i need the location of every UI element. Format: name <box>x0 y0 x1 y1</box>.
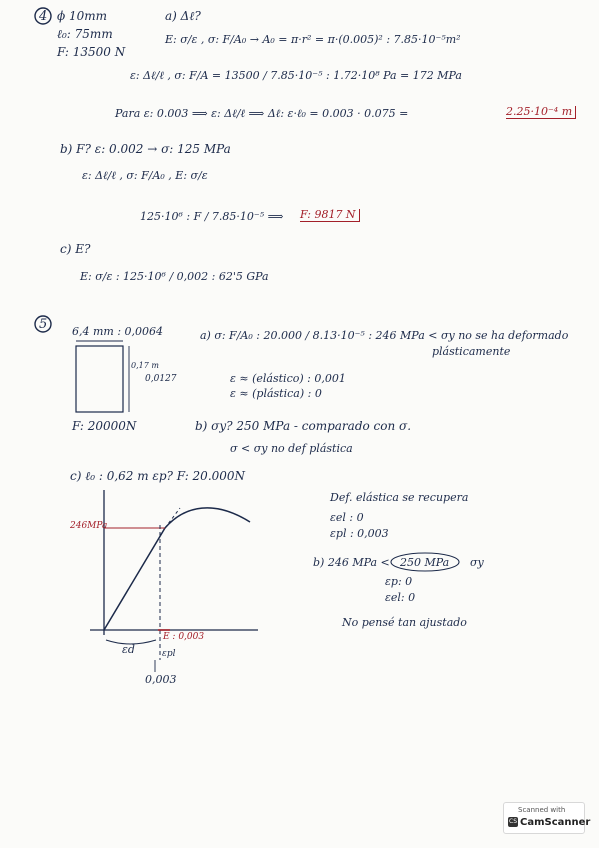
p5-a-e2: ε ≈ (plástica) : 0 <box>230 387 322 400</box>
specimen-height: 0,17 m <box>131 361 159 370</box>
part-b-head: b) F? ε: 0.002 → σ: 125 MPa <box>60 142 231 156</box>
p5-c-b-circle: 250 MPa <box>400 556 450 569</box>
problem-4-number: 4 <box>39 9 48 24</box>
p5-c-b: b) 246 MPa < <box>313 556 390 569</box>
part-c-head: c) E? <box>60 242 91 256</box>
part-a-label: a) Δℓ? <box>165 9 201 23</box>
problem-5-number: 5 <box>39 317 48 332</box>
p5-a-eq: a) σ: F/A₀ : 20.000 / 8.13·10⁻⁵ : 246 MPa < σy no se ha deformado <box>200 329 569 342</box>
p5-a-eq-2: plásticamente <box>432 345 511 358</box>
p5-c-b-sy: σy <box>470 556 484 569</box>
graph-x-label: 0,003 <box>145 673 177 686</box>
force-5-label: F: 20000N <box>72 419 137 433</box>
p5-c-note2: εel : 0 <box>330 511 364 524</box>
force-label: F: 13500 N <box>57 45 126 59</box>
graph-y-label: 246MPa <box>70 521 108 531</box>
p5-c-b3: εel: 0 <box>385 591 416 604</box>
part-a-eq3: Para ε: 0.003 ⟹ ε: Δℓ/ℓ ⟹ Δℓ: ε·ℓ₀ = 0.003 · 0.075 = <box>115 107 409 120</box>
camscanner-logo-icon: CS <box>509 818 517 825</box>
p5-c-final: No pensé tan ajustado <box>342 616 467 629</box>
p5-b-eq: b) σy? 250 MPa - comparado con σ. <box>195 419 412 433</box>
part-b-eq1: ε: Δℓ/ℓ , σ: F/A₀ , E: σ/ε <box>82 169 208 182</box>
p5-c-head: c) ℓ₀ : 0,62 m εp? F: 20.000N <box>70 469 246 483</box>
specimen-height-m: 0,0127 <box>145 374 177 384</box>
p5-a-e1: ε ≈ (elástico) : 0,001 <box>230 372 346 385</box>
part-b-result: F: 9817 N <box>300 209 360 222</box>
graph-epl-label: εpl <box>162 649 176 659</box>
p5-c-note1: Def. elástica se recupera <box>330 491 469 504</box>
camscanner-brand: CamScanner <box>520 817 591 828</box>
graph-ed-label: εd <box>122 643 135 656</box>
camscanner-badge <box>503 802 591 834</box>
part-a-result: 2.25·10⁻⁴ m <box>506 106 576 119</box>
p5-c-note3: εpl : 0,003 <box>330 527 389 540</box>
part-c-eq: E: σ/ε : 125·10⁶ / 0,002 : 62'5 GPa <box>80 270 269 283</box>
scanned-with-text: Scanned with <box>518 806 566 814</box>
p5-b-eq2: σ < σy no def plástica <box>230 442 353 455</box>
graph-e-label: E : 0,003 <box>163 632 205 642</box>
part-a-eq2: ε: Δℓ/ℓ , σ: F/A = 13500 / 7.85·10⁻⁵ : 1.72·10⁸ Pa = 172 MPa <box>130 69 462 82</box>
part-a-eq1: E: σ/ε , σ: F/A₀ → A₀ = π·r² = π·(0.005)² : 7.85·10⁻⁵m² <box>165 33 461 46</box>
part-b-eq2: 125·10⁶ : F / 7.85·10⁻⁵ ⟹ <box>140 210 284 223</box>
specimen-width: 6,4 mm : 0,0064 <box>72 325 164 338</box>
p5-c-b2: εp: 0 <box>385 575 413 588</box>
length-label: ℓ₀: 75mm <box>57 27 113 41</box>
diameter-label: ϕ 10mm <box>57 9 108 23</box>
